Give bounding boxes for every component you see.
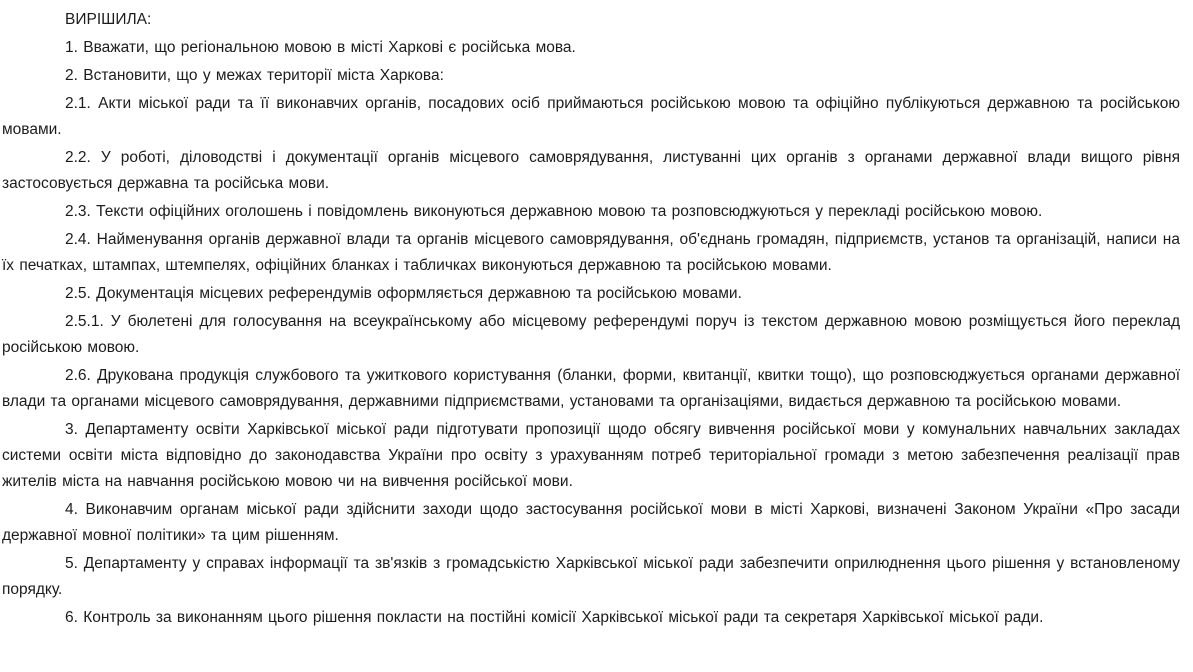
resolution-clause: 1. Вважати, що регіональною мовою в місті Харкові є російська мова. [65,39,576,56]
resolution-clause: 6. Контроль за виконанням цього рішення покласти на постійні комісії Харківської міської ради та секретаря Харківської міської ради. [65,609,1044,626]
resolution-clause: 2.1. Акти міської ради та її виконавчих органів, посадових осіб приймаються російською мовою та офіційно публікуються державною та російською мовами. [2,95,1180,138]
resolution-clause: 3. Департаменту освіти Харківської міської ради підготувати пропозиції щодо обсягу вивчення російської мови у комунальних навчальних закладах системи освіти міста відповідно до законодавства України про освіту з урахуванням потреб територіальної громади з метою забезпечення реалізації прав жителів міста на навчання російською мовою чи на вивчення російської мови. [2,421,1180,490]
resolution-clause: 2.5.1. У бюлетені для голосування на всеукраїнському або місцевому референдумі поруч із текстом державною мовою розміщується його переклад російською мовою. [2,313,1180,356]
resolution-clause: 2. Встановити, що у межах території міста Харкова: [65,67,444,84]
resolution-clause: 2.2. У роботі, діловодстві і документації органів місцевого самоврядування, листуванні цих органів з органами державної влади вищого рівня застосовується державна та російська мови. [2,149,1180,192]
resolution-heading: ВИРІШИЛА: [65,11,152,28]
resolution-clause: 2.5. Документація місцевих референдумів оформляється державною та російською мовами. [65,285,742,302]
resolution-clause: 2.6. Друкована продукція службового та ужиткового користування (бланки, форми, квитанції, квитки тощо), що розповсюджується органами державної влади та органами місцевого самоврядування, державними підприємствами, установами та організаціями, видається державною та російською мовами. [2,367,1180,410]
resolution-clause: 4. Виконавчим органам міської ради здійснити заходи щодо застосування російської мови в місті Харкові, визначені Законом України «Про засади державної мовної політики» та цим рішенням. [2,501,1180,544]
resolution-clause: 2.3. Тексти офіційних оголошень і повідомлень виконуються державною мовою та розповсюджуються у перекладі російською мовою. [65,203,1043,220]
resolution-clause: 5. Департаменту у справах інформації та зв'язків з громадськістю Харківської міської ради забезпечити оприлюднення цього рішення у встановленому порядку. [2,555,1180,598]
resolution-clauses [2,35,1180,631]
resolution-clause: 2.4. Найменування органів державної влади та органів місцевого самоврядування, об'єднань громадян, підприємств, установ та організацій, написи на їх печатках, штампах, штемпелях, офіційних бланках і табличках виконуються державною та російською мовами. [2,231,1180,274]
